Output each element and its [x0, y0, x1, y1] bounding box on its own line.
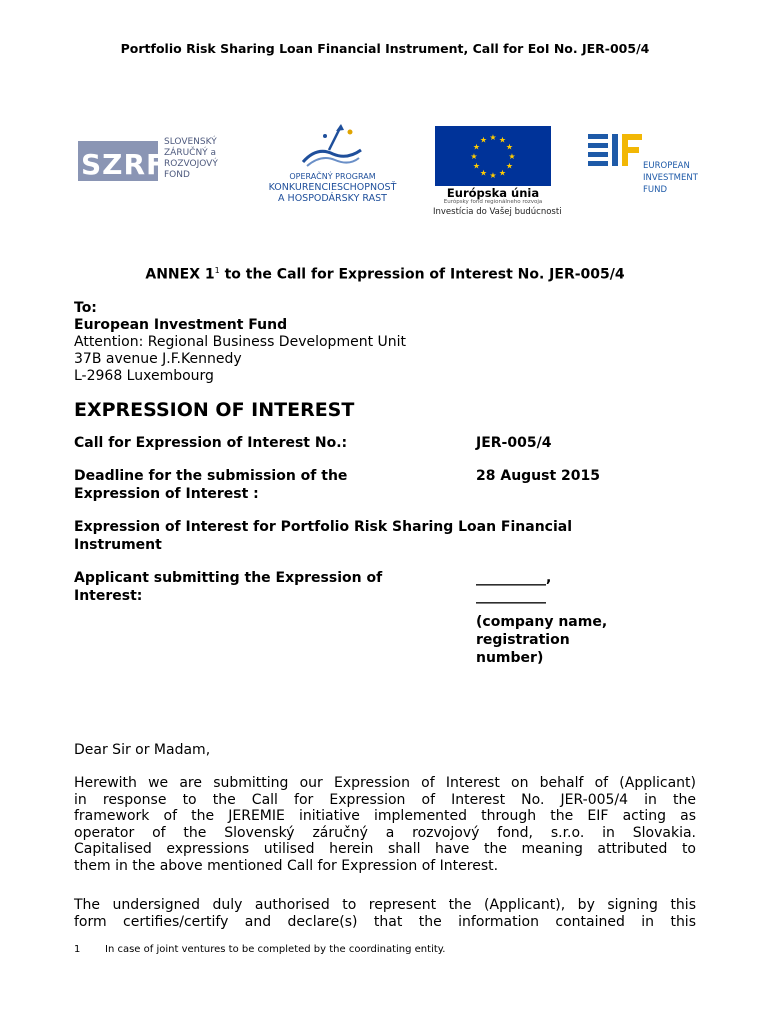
letter-paragraph-2: [74, 897, 696, 930]
deadline-label: [74, 467, 454, 503]
applicant-label: [74, 569, 454, 605]
op-logo: [255, 120, 410, 220]
address-city: L-2968 Luxembourg: [74, 368, 214, 384]
op-line: OPERAČNÝ PROGRAM: [289, 172, 376, 181]
applicant-blank[interactable]: __________: [476, 588, 546, 604]
applicant-blank[interactable]: __________,: [476, 570, 552, 586]
eif-line: EUROPEAN: [643, 161, 690, 171]
paragraph-line: The undersigned duly authorised to represent the (Applicant), by signing this: [74, 897, 696, 913]
szrf-logo-text: [164, 137, 218, 181]
call-number-label: Call for Expression of Interest No.:: [74, 435, 348, 451]
deadline-value: 28 August 2015: [476, 468, 601, 484]
annex-rest: to the Call for Expression of Interest No. JER-005/4: [219, 266, 625, 283]
applicant-label-line: Interest:: [74, 588, 143, 604]
eu-flag-icon: [435, 126, 551, 186]
address-recipient: European Investment Fund: [74, 317, 288, 333]
call-number-value: JER-005/4: [476, 435, 552, 451]
address-to: To:: [74, 300, 97, 316]
szrf-line: ROZVOJOVÝ: [164, 159, 218, 169]
paragraph-line: form certifies/certify and declare(s) that the information contained in this: [74, 913, 696, 930]
op-emblem-icon: [255, 120, 410, 172]
eif-mark-icon: [585, 130, 645, 180]
annex-prefix: ANNEX 1: [145, 266, 215, 283]
eu-logo: [433, 126, 563, 216]
szrf-line: ZÁRUČNÝ a: [164, 148, 217, 158]
footnote-mark[interactable]: 1: [214, 266, 220, 275]
applicant-hint-line: number): [476, 650, 544, 666]
paragraph-line: framework of the JEREMIE initiative implemented through the EIF acting as: [74, 808, 696, 824]
salutation: Dear Sir or Madam,: [74, 742, 211, 758]
eu-title: Európska únia: [446, 186, 540, 200]
eoi-subject-line: Instrument: [74, 537, 162, 553]
paragraph-line: operator of the Slovenský záručný a rozvojový fond, s.r.o. in Slovakia.: [74, 824, 696, 841]
paragraph-line: them in the above mentioned Call for Expression of Interest.: [74, 857, 499, 874]
szrf-logo-letters: SZRF: [81, 148, 167, 181]
eu-star-icon: ★: [505, 142, 514, 152]
eu-star-icon: ★: [489, 171, 497, 180]
szrf-line: FOND: [164, 170, 190, 180]
op-line: KONKURENCIESCHOPNOSŤ: [268, 182, 397, 193]
eif-line: FUND: [643, 185, 668, 195]
footnote-number: 1: [74, 944, 81, 955]
deadline-label-line: Deadline for the submission of the: [74, 468, 348, 484]
applicant-hint-line: (company name,: [476, 614, 608, 630]
eu-star-icon: ★: [472, 161, 481, 171]
eoi-subject: [74, 518, 714, 554]
footnote-text: In case of joint ventures to be completed by the coordinating entity.: [105, 944, 446, 955]
eu-star-icon: ★: [505, 161, 514, 171]
szrf-line: SLOVENSKÝ: [164, 137, 217, 147]
letter-paragraph-1: [74, 775, 696, 874]
eu-tagline: Investícia do Vašej budúcnosti: [433, 207, 562, 217]
applicant-hint: [476, 613, 676, 667]
document-title: EXPRESSION OF INTEREST: [74, 399, 355, 421]
eu-star-icon: ★: [498, 135, 507, 145]
annex-heading: [0, 266, 770, 283]
eu-star-icon: ★: [470, 152, 478, 161]
paragraph-line: Capitalised expressions utilised herein shall have the meaning attributed to: [74, 841, 696, 857]
eu-stars-icon: [435, 126, 551, 186]
eu-star-icon: ★: [472, 142, 481, 152]
applicant-field[interactable]: [476, 569, 676, 605]
running-header: Portfolio Risk Sharing Loan Financial Instrument, Call for EoI No. JER-005/4: [120, 41, 650, 56]
eif-line: INVESTMENT: [643, 173, 698, 183]
op-line: A HOSPODÁRSKY RAST: [278, 193, 387, 204]
szrf-logo: [78, 137, 218, 187]
paragraph-line: in response to the Call for Expression of Interest No. JER-005/4 in the: [74, 791, 696, 808]
deadline-label-line: Expression of Interest :: [74, 486, 259, 502]
paragraph-line: Herewith we are submitting our Expression of Interest on behalf of (Applicant): [74, 775, 696, 791]
eu-star-icon: ★: [508, 152, 516, 161]
szrf-logo-mark: [78, 141, 167, 181]
applicant-label-line: Applicant submitting the Expression of: [74, 570, 383, 586]
applicant-hint-line: registration: [476, 632, 570, 648]
address-attention: Attention: Regional Business Development Unit: [74, 334, 407, 350]
eif-logo: [585, 130, 715, 200]
eu-star-icon: ★: [498, 168, 507, 178]
address-street: 37B avenue J.F.Kennedy: [74, 351, 242, 367]
eu-star-icon: ★: [489, 133, 497, 142]
eoi-subject-line: Expression of Interest for Portfolio Risk Sharing Loan Financial: [74, 519, 573, 535]
eif-logo-text: [643, 160, 698, 196]
eu-star-icon: ★: [479, 135, 488, 145]
eu-star-icon: ★: [479, 168, 488, 178]
eu-subtitle: Európsky fond regionálneho rozvoja: [443, 199, 543, 205]
